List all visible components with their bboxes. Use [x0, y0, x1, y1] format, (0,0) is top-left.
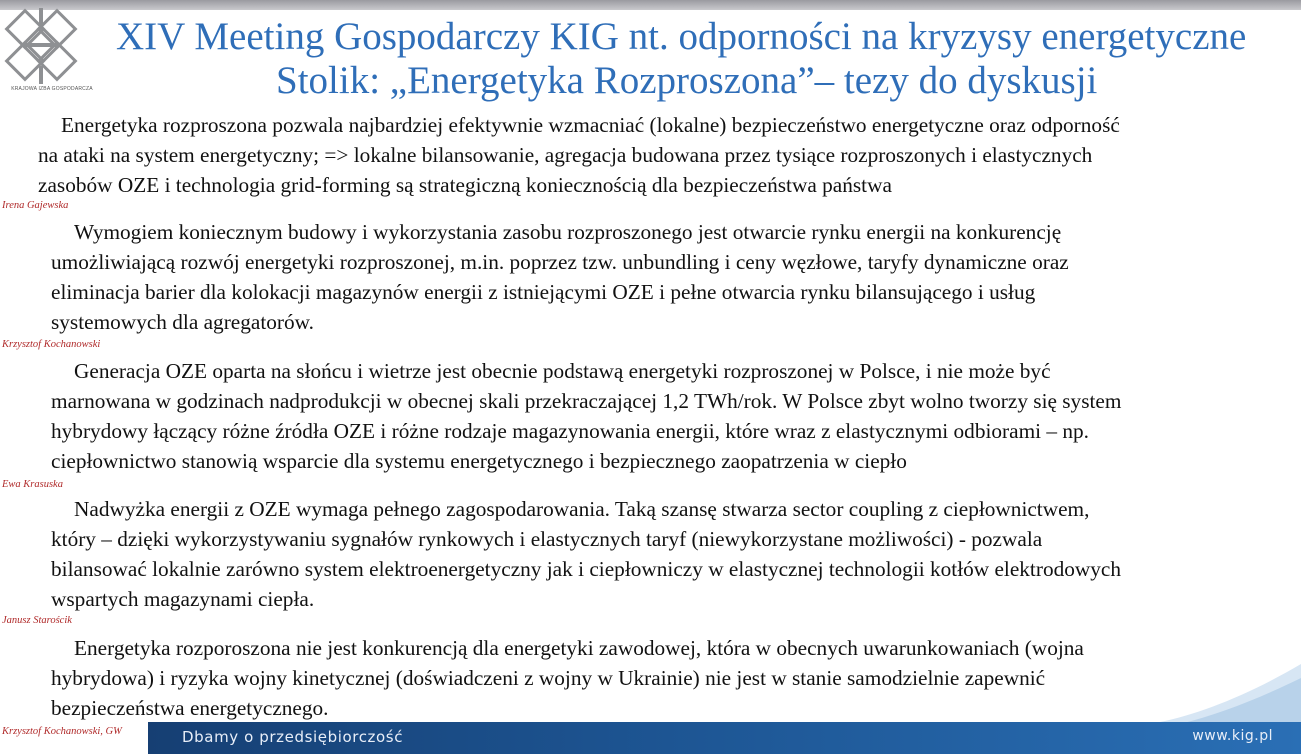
thesis-line: marnowana w godzinach nadprodukcji w obecnej skali przekraczającej 1,2 TWh/rok. W Polsce zbyt wolno tworzy się system	[51, 389, 1122, 413]
thesis-author: Irena Gajewska	[2, 200, 69, 211]
thesis-line: Wymogiem koniecznym budowy i wykorzystania zasobu rozproszonego jest otwarcie rynku energii na konkurencję	[74, 220, 1062, 244]
thesis-line: który – dzięki wykorzystywaniu sygnałów rynkowych i elastycznych taryf (niewykorzystane możliwości) - pozwala	[51, 527, 1043, 551]
thesis-line: systemowych dla agregatorów.	[51, 310, 314, 334]
thesis-line: Energetyka rozporoszona nie jest konkurencją dla energetyki zawodowej, która w obecnych uwarunkowaniach (wojna	[74, 636, 1084, 660]
thesis-line: bezpieczeństwa energetycznego.	[51, 696, 329, 720]
slide-subtitle: Stolik: „Energetyka Rozproszona”– tezy do dyskusji	[276, 59, 1098, 102]
thesis-line: na ataki na system energetyczny; => lokalne bilansowanie, agregacja budowana przez tysiące rozproszonych i elastycznych	[38, 143, 1093, 167]
footer-slogan: Dbamy o przedsiębiorczość	[182, 728, 404, 746]
thesis-line: Energetyka rozproszona pozwala najbardziej efektywnie wzmacniać (lokalne) bezpieczeństwo energetyczne oraz odporność	[61, 113, 1120, 137]
thesis-author: Janusz Starościk	[2, 615, 72, 626]
thesis-paragraph	[51, 633, 1084, 723]
thesis-line: hybrydowa) i ryzyka wojny kinetycznej (doświadczeni z wojny w Ukrainie) nie jest w stanie samodzielnie zapewnić	[51, 666, 1046, 690]
thesis-paragraph	[51, 356, 1121, 476]
thesis-line: eliminacja barier dla kolokacji magazynów energii z istniejącymi OZE i pełne otwarcia rynku bilansującego i usług	[51, 280, 1036, 304]
thesis-line: wspartych magazynami ciepła.	[51, 587, 315, 611]
thesis-line: Nadwyżka energii z OZE wymaga pełnego zagospodarowania. Taką szansę stwarza sector coupling z ciepłownictwem,	[74, 497, 1090, 521]
thesis-paragraph	[51, 217, 1069, 337]
decorative-wave	[1160, 664, 1301, 724]
thesis-line: ciepłownictwo stanowią wsparcie dla systemu energetycznego i bezpiecznego zaopatrzenia w ciepło	[51, 449, 907, 473]
thesis-line: umożliwiającą rozwój energetyki rozproszonej, m.in. poprzez tzw. unbundling i ceny węzłowe, taryfy dynamiczne oraz	[51, 250, 1069, 274]
thesis-paragraph	[38, 110, 1120, 200]
thesis-line: Generacja OZE oparta na słońcu i wietrze jest obecnie podstawą energetyki rozproszonej w Polsce, i nie może być	[74, 359, 1051, 383]
thesis-paragraph	[51, 494, 1121, 614]
footer-website-link[interactable]: www.kig.pl	[1192, 728, 1273, 744]
slide-title: XIV Meeting Gospodarczy KIG nt. odporności na kryzysy energetyczne	[116, 15, 1247, 58]
thesis-line: bilansować lokalnie zarówno system elektroenergetyczny jak i ciepłowniczy w elastycznej technologii kotłów elektrodowych	[51, 557, 1122, 581]
thesis-line: hybrydowy łączący różne źródła OZE i różne rodzaje magazynowania energii, które wraz z elastycznymi odbiorami – np.	[51, 419, 1089, 443]
top-bar	[0, 0, 1301, 10]
thesis-author: Ewa Krasuska	[2, 479, 63, 490]
thesis-author: Krzysztof Kochanowski, GW	[2, 726, 122, 737]
thesis-author: Krzysztof Kochanowski	[2, 339, 101, 350]
footer-bar	[148, 722, 1301, 754]
thesis-line: zasobów OZE i technologia grid-forming są strategiczną koniecznością dla bezpieczeństwa państwa	[38, 173, 892, 197]
logo-caption: KRAJOWA IZBA GOSPODARCZA	[11, 86, 93, 92]
